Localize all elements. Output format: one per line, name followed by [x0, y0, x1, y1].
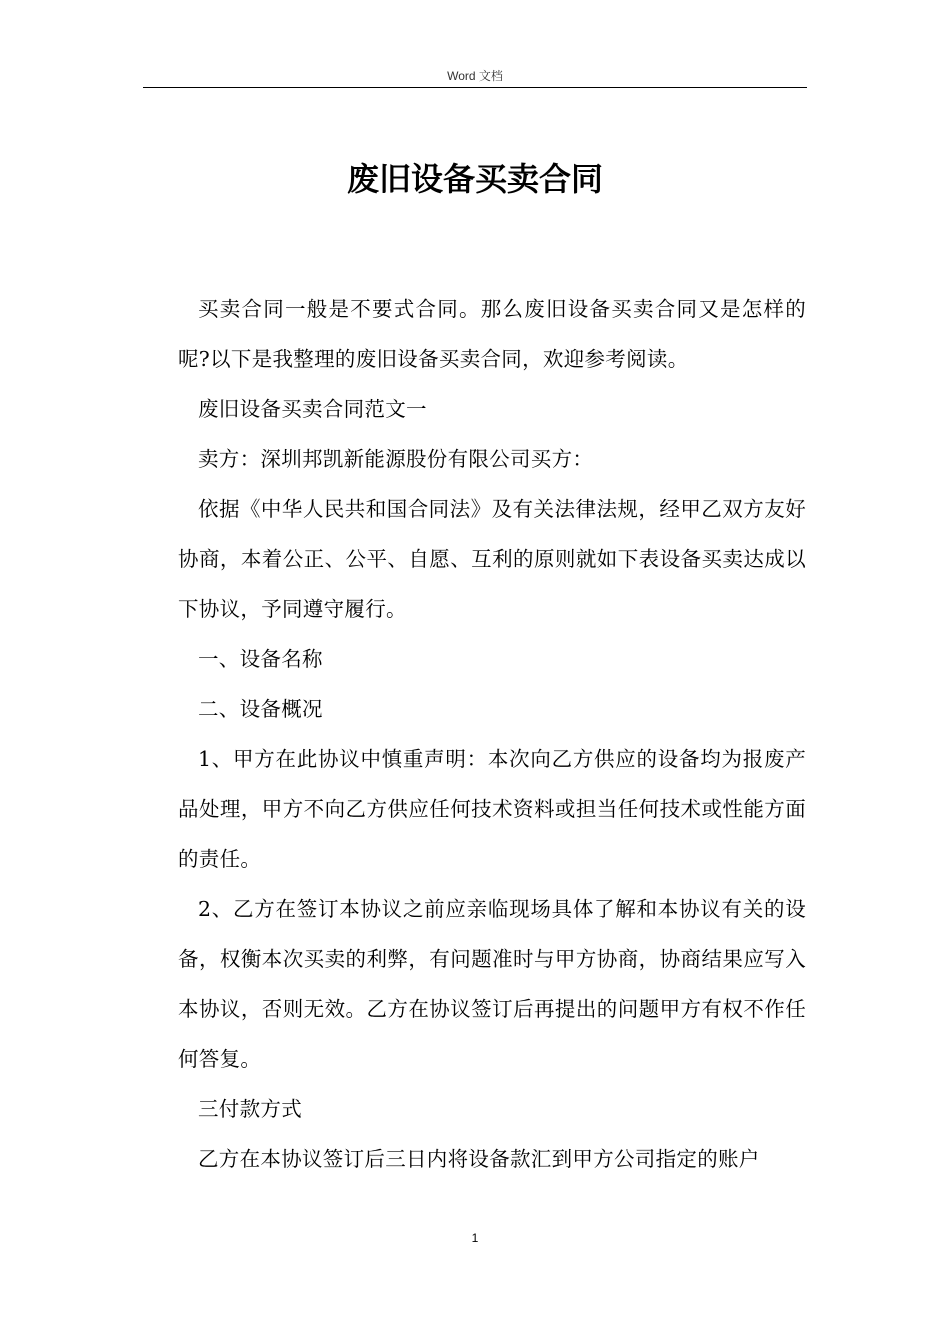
section-heading-equipment-overview: 二、设备概况 [198, 697, 323, 721]
clause-2: 2、乙方在签订本协议之前应亲临现场具体了解和本协议有关的设备，权衡本次买卖的利弊，有问题准时与甲方协商，协商结果应写入本协议，否则无效。乙方在协议签订后再提出的问题甲方有权不作任何答复。 [178, 897, 806, 1071]
paragraph-payment: 乙方在本协议签订后三日内将设备款汇到甲方公司指定的账户 [198, 1147, 760, 1171]
document-body [178, 284, 806, 1184]
section-heading-payment-method: 三付款方式 [198, 1097, 302, 1121]
header-divider [143, 87, 807, 88]
document-title: 废旧设备买卖合同 [346, 160, 603, 198]
paragraph-legal-basis: 依据《中华人民共和国合同法》及有关法律法规，经甲乙双方友好协商，本着公正、公平、自愿、互利的原则就如下表设备买卖达成以下协议，予同遵守履行。 [178, 497, 806, 621]
paragraph-sample-heading: 废旧设备买卖合同范文一 [198, 397, 427, 421]
page-header: Word 文档 [447, 69, 503, 83]
section-heading-equipment-name: 一、设备名称 [198, 647, 323, 671]
page-number: 1 [471, 1231, 479, 1245]
paragraph-intro: 买卖合同一般是不要式合同。那么废旧设备买卖合同又是怎样的呢?以下是我整理的废旧设备买卖合同，欢迎参考阅读。 [178, 297, 806, 371]
clause-1: 1、甲方在此协议中慎重声明：本次向乙方供应的设备均为报废产品处理，甲方不向乙方供应任何技术资料或担当任何技术或性能方面的责任。 [178, 747, 806, 871]
paragraph-parties: 卖方：深圳邦凯新能源股份有限公司买方： [198, 447, 594, 471]
